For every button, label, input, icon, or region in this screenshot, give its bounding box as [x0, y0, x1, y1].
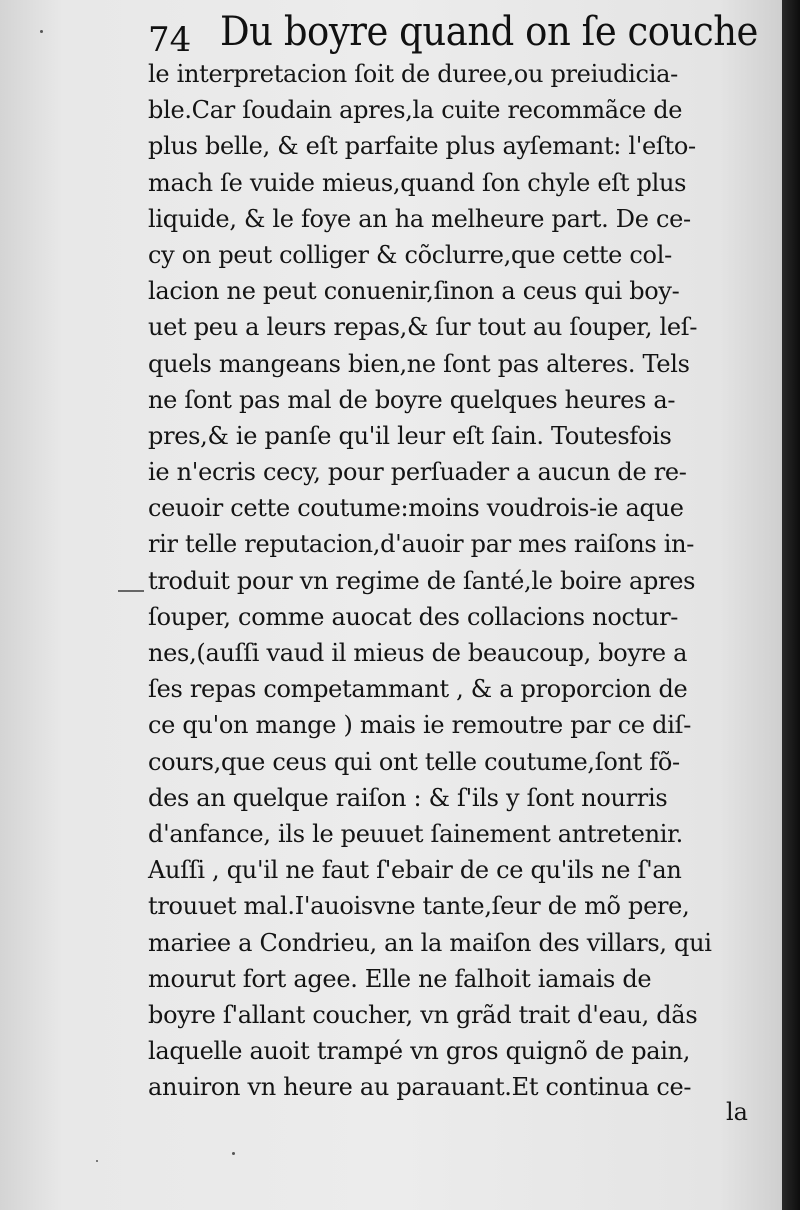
text-line: ceuoir cette coutume:moins voudrois-ie aque: [148, 494, 684, 523]
text-line: rir telle reputacion,d'auoir par mes raiſons in-: [148, 530, 695, 559]
running-head: Du boyre quand on ſe couche: [220, 9, 758, 55]
text-line: lacion ne peut conuenir,ſinon a ceus qui boy-: [148, 277, 680, 306]
text-line: ie n'ecris cecy, pour perſuader a aucun de re-: [148, 458, 687, 487]
text-line: trouuet mal.I'auoisvne tante,ſeur de mõ pere,: [148, 892, 690, 921]
text-line: des an quelque raiſon : & ſ'ils y ſont nourris: [148, 783, 668, 812]
text-line: boyre ſ'allant coucher, vn grãd trait d'eau, dãs: [148, 1000, 698, 1029]
page-edge-shadow: [782, 0, 800, 1210]
text-line: laquelle auoit trampé vn gros quignõ de pain,: [148, 1037, 691, 1066]
text-line: plus belle, & eſt parfaite plus ayſemant: l'eſto-: [148, 132, 696, 161]
text-line: Auſſi , qu'il ne faut ſ'ebair de ce qu'ils ne ſ'an: [148, 856, 682, 885]
text-line: le interpretacion ſoit de duree,ou preiudicia-: [148, 60, 678, 88]
text-line: quels mangeans bien,ne ſont pas alteres. Tels: [148, 349, 690, 378]
text-line: troduit pour vn regime de ſanté,le boire apres: [148, 566, 696, 595]
page-header: [148, 6, 758, 58]
ink-speck: [96, 1160, 98, 1162]
text-line: ſes repas competammant , & a proporcion de: [148, 675, 688, 704]
text-line: mach ſe vuide mieus,quand ſon chyle eſt plus: [148, 168, 687, 197]
text-line: d'anfance, ils le peuuet ſainement antretenir.: [148, 819, 683, 848]
margin-mark: [118, 590, 144, 592]
text-line: cy on peut colliger & cõclurre,que cette col-: [148, 240, 672, 269]
catchword: la: [726, 1098, 748, 1126]
text-line: ne ſont pas mal de boyre quelques heures a-: [148, 385, 676, 414]
text-line: anuiron vn heure au parauant.Et continua ce-: [148, 1073, 692, 1102]
text-line: mariee a Condrieu, an la maiſon des villars, qui: [148, 928, 712, 957]
ink-speck: [40, 30, 43, 33]
ink-speck: [232, 1152, 235, 1155]
text-line: ſouper, comme auocat des collacions noctur-: [148, 602, 679, 631]
text-line: pres,& ie panſe qu'il leur eſt ſain. Toutesfois: [148, 421, 672, 450]
text-line: liquide, & le foye an ha melheure part. De ce-: [148, 204, 691, 233]
text-line: cours,que ceus qui ont telle coutume,ſont fõ-: [148, 747, 680, 776]
page-number: 74: [148, 20, 192, 60]
text-line: nes,(auſſi vaud il mieus de beaucoup, boyre a: [148, 639, 688, 667]
text-line: ce qu'on mange ) mais ie remoutre par ce diſ-: [148, 711, 692, 740]
body-text: [148, 56, 758, 1105]
text-line: mourut fort agee. Elle ne falhoit iamais de: [148, 964, 652, 993]
text-line: uet peu a leurs repas,& ſur tout au ſouper, leſ-: [148, 313, 698, 342]
text-line: ble.Car ſoudain apres,la cuite recommãce de: [148, 96, 683, 125]
